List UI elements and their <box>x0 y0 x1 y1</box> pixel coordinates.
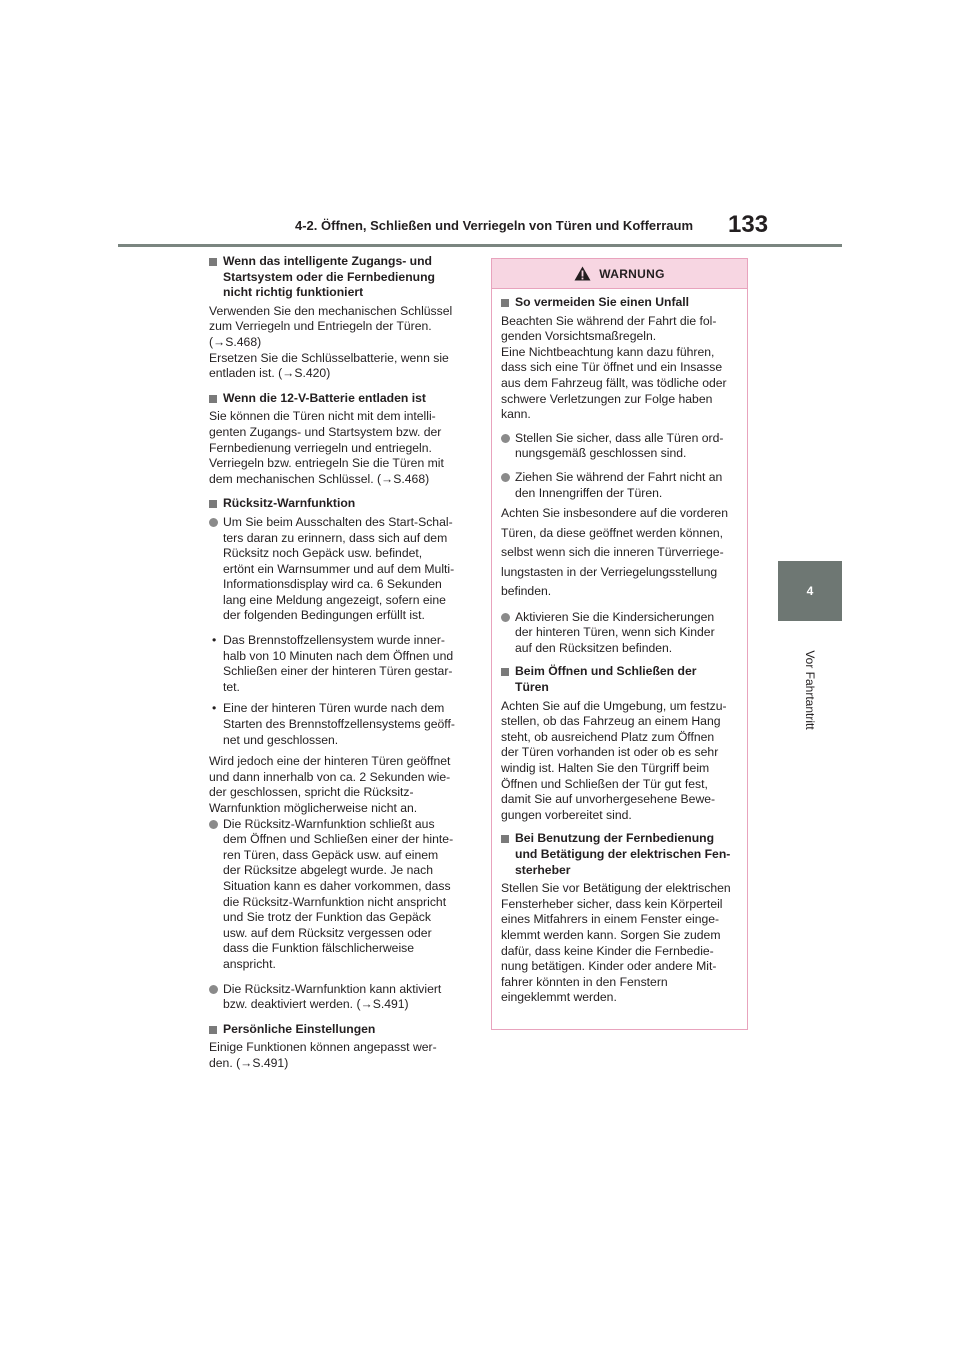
paragraph: Achten Sie auf die Umgebung, um festzu- stellen, ob das Fahrzeug an einem Hang steht, ob ausreichend Platz zum Öffnen der Türen vorhanden ist oder ob es sehr windig ist. Halten Sie den Türgriff beim Öffnen und Schließen der Tür gut fest, damit Sie auf unvorhergesehene Bewe- gungen vorbereitet sind. <box>501 698 727 822</box>
warning-heading: Bei Benutzung der Fernbedienung und Betätigung der elektrischen Fen- sterheber <box>501 831 738 878</box>
dot-list-item: • Das Brennstoffzellensystem wurde inner- halb von 10 Minuten nach dem Öffnen und Schließen einer der hinteren Türen gestar- tet. <box>209 633 471 695</box>
paragraph: Beachten Sie während der Fahrt die fol- genden Vorsichtsmaßregeln. Eine Nichtbeachtung kann dazu führen, dass sich eine Tür öffnet und ein Insasse aus dem Fahrzeug fällt, was tödliche oder schwere Verletzungen zur Folge haben kann. <box>501 313 727 422</box>
warning-title: WARNUNG <box>599 266 665 281</box>
paragraph: Verwenden Sie den mechanischen Schlüssel zum Verriegeln und Entriegeln der Türen. (→S.468) Ersetzen Sie die Schlüsselbatterie, wenn sie entladen ist. (→S.420) <box>209 304 471 382</box>
section-title: 4-2. Öffnen, Schließen und Verriegeln von Türen und Kofferraum <box>295 218 693 233</box>
section-smart-entry <box>209 254 471 382</box>
section-heading: Persönliche Einstellungen <box>209 1022 471 1038</box>
bullet-item: Die Rücksitz-Warnfunktion schließt aus dem Öffnen und Schließen einer der hinte- ren Türen, dass Gepäck usw. auf einem der Rücksitze abgelegt wurde. Je nach Situation kann es daher vorkommen, dass die Rücksitz-Warnfunktion nicht anspricht und Sie trotz der Funktion das Gepäck usw. auf dem Rücksitz vergessen oder dass die Funktion fälschlicherweise anspricht. <box>209 817 471 973</box>
page-reference-link[interactable]: den. (→S.491) <box>209 1055 289 1070</box>
chapter-number: 4 <box>806 584 814 598</box>
paragraph: Einige Funktionen können angepasst wer- den. (→S.491) <box>209 1040 471 1071</box>
warning-body <box>492 289 747 1006</box>
page-reference-link[interactable]: bzw. deaktiviert werden. (→S.491) <box>223 997 409 1012</box>
header-divider <box>118 244 842 247</box>
warning-section-doors <box>501 664 738 823</box>
section-rear-seat-reminder <box>209 496 471 1012</box>
paragraph: Sie können die Türen nicht mit dem intelli- genten Zugangs- und Startsystem bzw. der Fernbedienung verriegeln und entriegeln. Verriegeln bzw. entriegeln Sie die Türen mit dem mechanischen Schlüssel. (→S.468) <box>209 409 471 487</box>
dot-list-item: • Eine der hinteren Türen wurde nach dem Starten des Brennstoffzellensystems geöff- net und geschlossen. <box>209 701 471 748</box>
section-heading: Wenn die 12-V-Batterie entladen ist <box>209 391 471 407</box>
warning-triangle-icon <box>574 266 591 281</box>
chapter-tab <box>778 561 842 621</box>
paragraph: Achten Sie insbesondere auf die vorderen Türen, da diese geöffnet werden können, selbst wenn sich die inneren Türverriege- lungstasten in der Verriegelungsstellung befinden. <box>501 506 728 599</box>
section-heading: Rücksitz-Warnfunktion <box>209 496 471 512</box>
main-column <box>209 254 471 1081</box>
warning-box <box>491 258 748 1030</box>
chapter-label: Vor Fahrtantritt <box>803 650 817 730</box>
warning-heading: Beim Öffnen und Schließen der Türen <box>501 664 738 695</box>
page-reference-link[interactable]: (→S.468) <box>209 334 262 349</box>
warning-heading: So vermeiden Sie einen Unfall <box>501 295 738 311</box>
warning-header <box>492 259 747 289</box>
warning-section-windows <box>501 831 738 1006</box>
section-battery <box>209 391 471 488</box>
section-heading: Wenn das intelligente Zugangs- und Startsystem oder die Fernbedienung nicht richtig funktioniert <box>209 254 471 301</box>
bullet-item: Die Rücksitz-Warnfunktion kann aktiviert bzw. deaktiviert werden. (→S.491) <box>209 982 471 1013</box>
bullet-item: Ziehen Sie während der Fahrt nicht an den Innengriffen der Türen. <box>501 470 738 501</box>
section-personal-settings <box>209 1022 471 1072</box>
page-reference-link[interactable]: entladen ist. (→S.420) <box>209 366 331 381</box>
bullet-item: Stellen Sie sicher, dass alle Türen ord- nungsgemäß geschlossen sind. <box>501 431 738 462</box>
bullet-item: Um Sie beim Ausschalten des Start-Schal- ters daran zu erinnern, dass sich auf dem Rücksitz noch Gepäck usw. befindet, ertönt ein Warnsummer und auf dem Multi- Informationsdisplay wird ca. 6 Sekunden lang eine Meldung angezeigt, sofern eine der folgenden Bedingungen erfüllt ist. <box>209 515 471 624</box>
page-reference-link[interactable]: dem mechanischen Schlüssel. (→S.468) <box>209 471 430 486</box>
page-number: 133 <box>728 211 769 238</box>
warning-section-accident <box>501 295 738 423</box>
paragraph: Stellen Sie vor Betätigung der elektrischen Fensterheber sicher, dass kein Körperteil eines Mitfahrers in einem Fenster einge- klemmt werden kann. Sorgen Sie zudem dafür, dass keine Kinder die Fernbedie- nung betätigen. Kinder oder andere Mit- fahrer könnten in den Fenstern eingeklemmt werden. <box>501 881 731 1005</box>
paragraph: Wird jedoch eine der hinteren Türen geöffnet und dann innerhalb von ca. 2 Sekunden wie- der geschlossen, spricht die Rücksitz- Warnfunktion möglicherweise nicht an. <box>209 754 451 815</box>
bullet-item: Aktivieren Sie die Kindersicherungen der hinteren Türen, wenn sich Kinder auf den Rücksitzen befinden. <box>501 610 738 657</box>
